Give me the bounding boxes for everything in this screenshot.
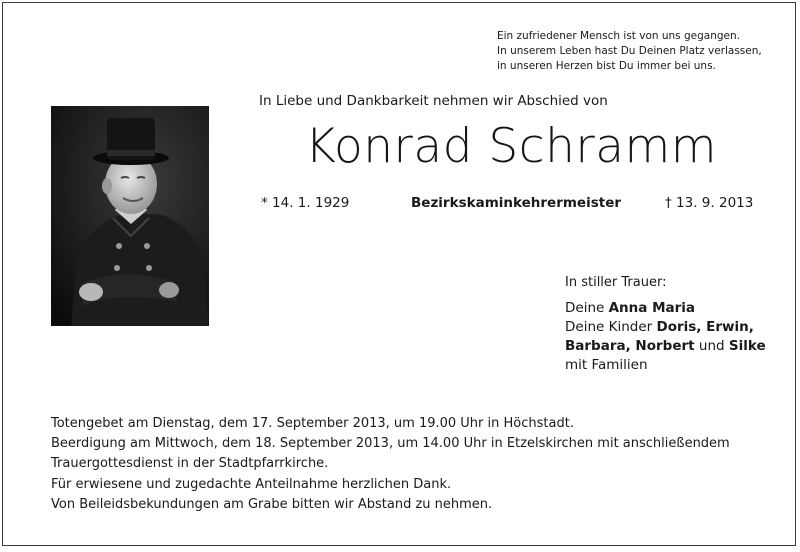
detail-line: Von Beileidsbekundungen am Grabe bitten wir Abstand zu nehmen. <box>51 496 493 512</box>
poem-line: in unseren Herzen bist Du immer bei uns. <box>497 60 716 72</box>
mourner-prefix: Deine <box>565 300 609 316</box>
mourner-line-spouse <box>565 299 766 318</box>
memorial-poem <box>497 29 762 74</box>
mourner-prefix: Deine Kinder <box>565 319 657 335</box>
profession: Bezirkskaminkehrermeister <box>411 195 622 211</box>
mourner-line-children <box>565 318 766 337</box>
mourner-line-families: mit Familien <box>565 357 648 373</box>
obituary-notice <box>2 2 796 546</box>
detail-line: Für erwiesene und zugedachte Anteilnahme herzlichen Dank. <box>51 476 452 492</box>
poem-line: Ein zufriedener Mensch ist von uns gegangen. <box>497 30 740 42</box>
mourner-line-children-cont <box>565 337 766 356</box>
mourners-list <box>565 299 766 375</box>
birth-date: * 14. 1. 1929 <box>261 195 350 211</box>
funeral-details <box>51 414 771 515</box>
conjunction: und <box>694 338 729 354</box>
detail-line: Beerdigung am Mittwoch, dem 18. September 2013, um 14.00 Uhr in Etzelskirchen mit anschließendem <box>51 436 730 452</box>
children-names: Doris, Erwin, <box>656 319 754 335</box>
children-names: Barbara, Norbert <box>565 338 695 354</box>
children-names: Silke <box>728 338 766 354</box>
intro-text: In Liebe und Dankbarkeit nehmen wir Abschied von <box>259 93 608 109</box>
spouse-name: Anna Maria <box>608 300 696 316</box>
poem-line: In unserem Leben hast Du Deinen Platz verlassen, <box>497 45 762 57</box>
mourning-title: In stiller Trauer: <box>565 275 667 290</box>
death-date: † 13. 9. 2013 <box>665 195 754 211</box>
deceased-name: Konrad Schramm <box>305 119 718 174</box>
portrait-illustration <box>51 106 209 326</box>
portrait-photo <box>51 106 209 326</box>
detail-line: Totengebet am Dienstag, dem 17. September 2013, um 19.00 Uhr in Höchstadt. <box>51 416 574 431</box>
detail-line: Trauergottesdienst in der Stadtpfarrkirche. <box>51 456 329 472</box>
